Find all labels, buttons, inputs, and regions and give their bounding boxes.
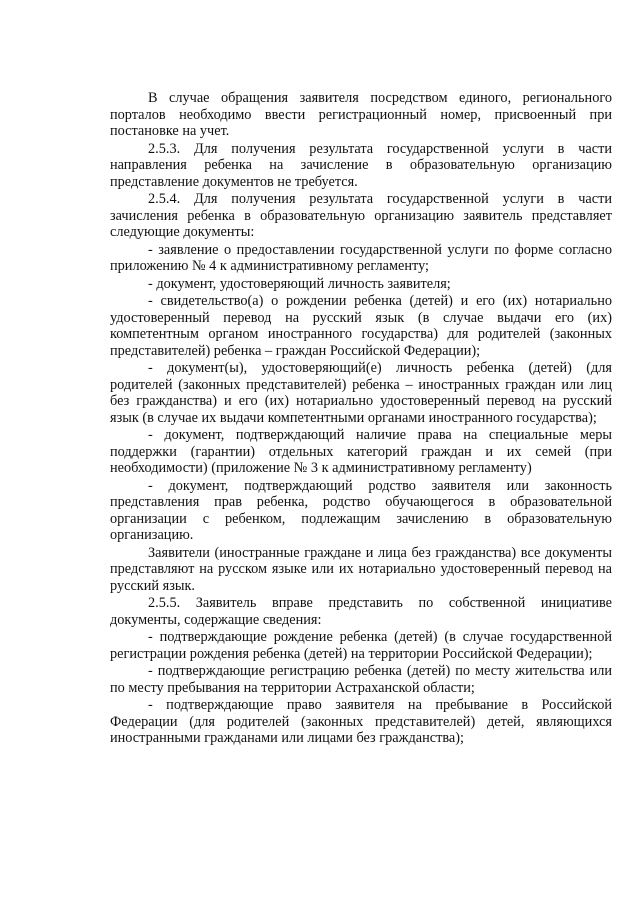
list-item-kinship: - документ, подтверждающий родство заявителя или законность представления прав ребенка, родство обучающегося в образовательной организации с ребенком, подлежащим зачислению в образовательную организацию.	[110, 477, 612, 543]
list-item-support-rights: - документ, подтверждающий наличие права на специальные меры поддержки (гарантии) отдельных категорий граждан и их семей (при необходимости) (приложение № 3 к административному регламенту)	[110, 427, 612, 476]
list-item-application: - заявление о предоставлении государственной услуги по форме согласно приложению № 4 к административному регламенту;	[110, 241, 612, 274]
document-page	[110, 90, 612, 748]
list-item-child-id: - документ(ы), удостоверяющий(е) личность ребенка (детей) (для родителей (законных представителей) ребенка – иностранных граждан или лиц без гражданства) и его (их) нотариально удостоверенный перевод на русский язык (в случае их выдачи компетентными органами иностранного государства);	[110, 360, 612, 426]
paragraph-2-5-5: 2.5.5. Заявитель вправе представить по собственной инициативе документы, содержащие сведения:	[110, 595, 612, 628]
list-item-stay-right: - подтверждающие право заявителя на пребывание в Российской Федерации (для родителей (законных представителей) детей, являющихся иностранными гражданами или лицами без гражданства);	[110, 697, 612, 746]
list-item-applicant-id: - документ, удостоверяющий личность заявителя;	[148, 275, 451, 292]
paragraph-portal-registration: В случае обращения заявителя посредством единого, регионального порталов необходимо ввести регистрационный номер, присвоенный при постановке на учет.	[110, 90, 612, 139]
paragraph-2-5-3: 2.5.3. Для получения результата государственной услуги в части направления ребенка на зачисление в образовательную организацию представление документов не требуется.	[110, 140, 612, 190]
paragraph-foreign-applicants: Заявители (иностранные граждане и лица без гражданства) все документы представляют на русском языке или их нотариально удостоверенный перевод на русский язык.	[110, 544, 612, 594]
list-item-birth-certificate: - свидетельство(а) о рождении ребенка (детей) и его (их) нотариально удостоверенный перевод на русский язык (в случае выдачи его (их) компетентным органом иностранного государства) для родителей (законных представителей) ребенка – граждан Российской Федерации);	[110, 293, 612, 359]
list-item-residence-registration: - подтверждающие регистрацию ребенка (детей) по месту жительства или по месту пребывания на территории Астраханской области;	[110, 663, 612, 696]
list-item-birth-confirmation: - подтверждающие рождение ребенка (детей) (в случае государственной регистрации рождения ребенка (детей) на территории Российской Федерации);	[110, 629, 612, 662]
paragraph-2-5-4: 2.5.4. Для получения результата государственной услуги в части зачисления ребенка в образовательную организацию заявитель представляет следующие документы:	[110, 191, 612, 240]
